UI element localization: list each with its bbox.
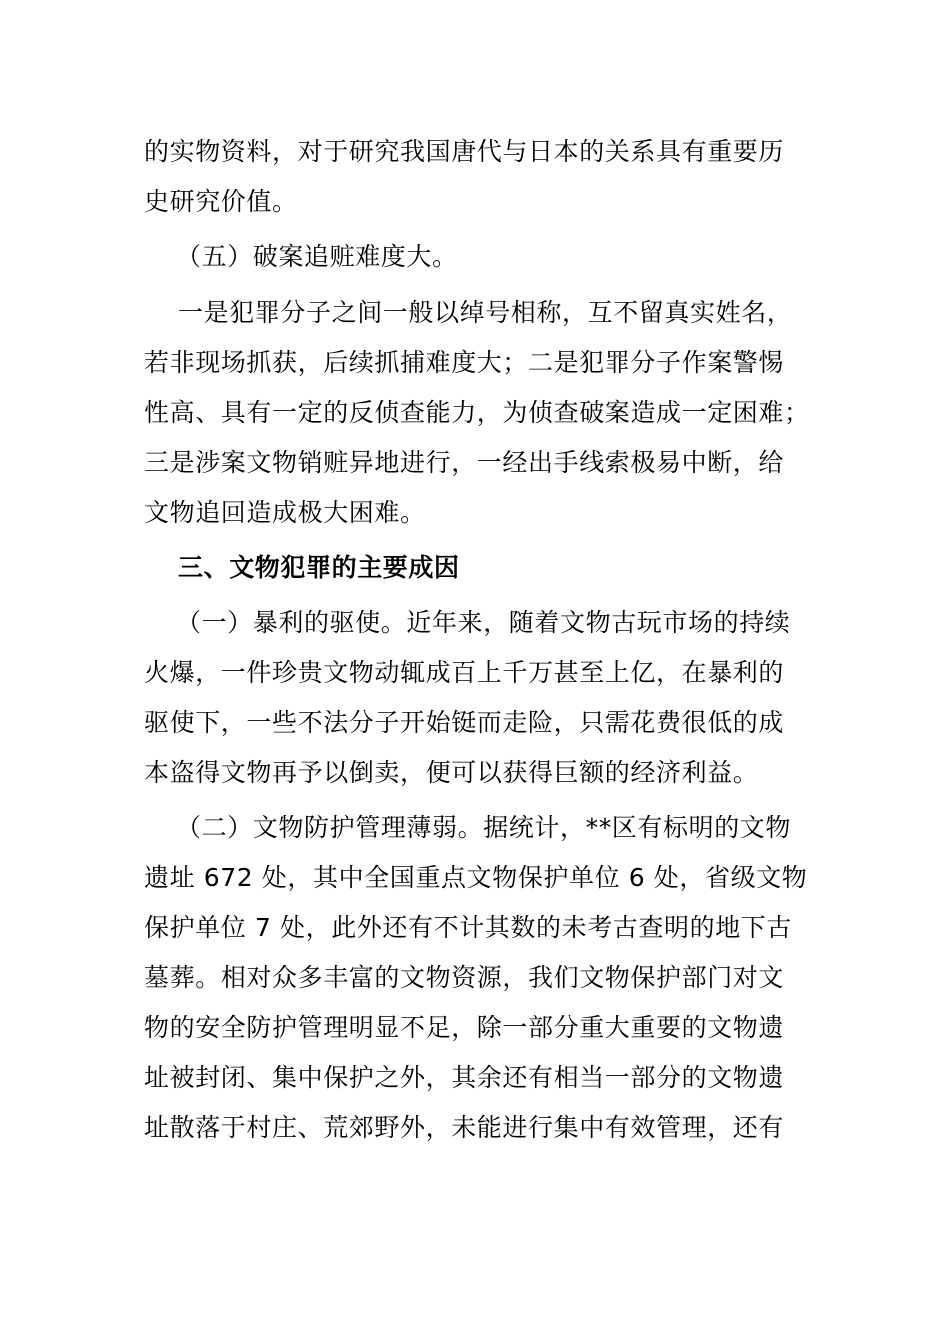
paragraph-line: （二）文物防护管理薄弱。据统计，**区有标明的文物: [176, 813, 792, 842]
subsection-heading: （五）破案追赃难度大。: [176, 242, 458, 271]
section-heading: 三、文物犯罪的主要成因: [178, 553, 460, 582]
paragraph-line: 保护单位 7 处，此外还有不计其数的未考古查明的地下古: [144, 913, 793, 942]
paragraph-line: 史研究价值。: [144, 187, 298, 216]
paragraph-line: 遗址 672 处，其中全国重点文物保护单位 6 处，省级文物: [144, 863, 808, 892]
paragraph-line: （一）暴利的驱使。近年来，随着文物古玩市场的持续: [176, 608, 791, 637]
paragraph-line: 址散落于村庄、荒郊野外，未能进行集中有效管理，还有: [144, 1113, 785, 1142]
paragraph-line: 址被封闭、集中保护之外，其余还有相当一部分的文物遗: [144, 1063, 785, 1092]
paragraph-line: 火爆，一件珍贵文物动辄成百上千万甚至上亿，在暴利的: [144, 658, 785, 687]
paragraph-line: 性高、具有一定的反侦查能力，为侦查破案造成一定困难；: [144, 398, 810, 427]
paragraph-line: 本盗得文物再予以倒卖，便可以获得巨额的经济利益。: [144, 758, 759, 787]
paragraph-line: 三是涉案文物销赃异地进行，一经出手线索极易中断，给: [144, 448, 785, 477]
paragraph-line: 文物追回造成极大困难。: [144, 498, 426, 527]
paragraph-line: 墓葬。相对众多丰富的文物资源，我们文物保护部门对文: [144, 963, 785, 992]
paragraph-line: 一是犯罪分子之间一般以绰号相称，互不留真实姓名，: [178, 298, 793, 327]
paragraph-line: 物的安全防护管理明显不足，除一部分重大重要的文物遗: [144, 1013, 785, 1042]
paragraph-line: 驱使下，一些不法分子开始铤而走险，只需花费很低的成: [144, 708, 785, 737]
paragraph-line: 若非现场抓获，后续抓捕难度大；二是犯罪分子作案警惕: [144, 348, 785, 377]
paragraph-line: 的实物资料，对于研究我国唐代与日本的关系具有重要历: [144, 137, 785, 166]
